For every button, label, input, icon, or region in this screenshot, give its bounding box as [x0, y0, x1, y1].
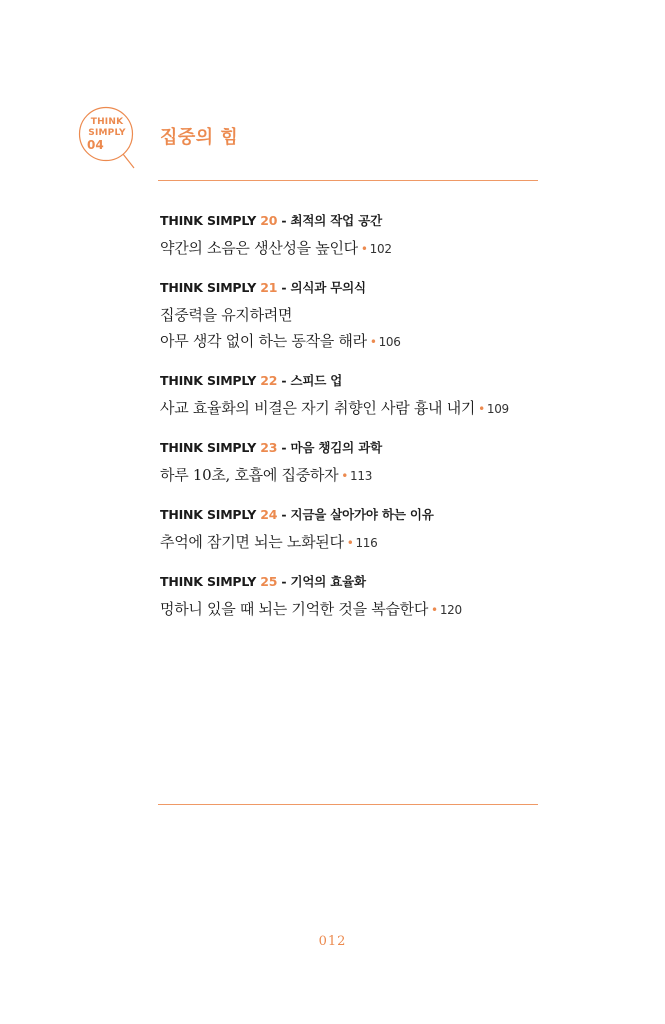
- entry-line: [160, 462, 550, 489]
- entry-subtitle: 지금을 살아가야 하는 이유: [290, 507, 434, 522]
- entry-body: [160, 302, 550, 355]
- entry-heading: [160, 279, 550, 297]
- entry-line-text: 추억에 잠기면 뇌는 노화된다: [160, 533, 344, 551]
- entry-page-number: 120: [439, 603, 462, 617]
- bullet-dot-icon: •: [478, 402, 485, 416]
- entry-label: THINK SIMPLY: [160, 373, 257, 388]
- entry-number: 20: [260, 213, 278, 228]
- entry-number: 22: [260, 373, 278, 388]
- badge-word-simply: SIMPLY: [88, 128, 126, 138]
- toc-entry[interactable]: [160, 279, 550, 355]
- entry-line: [160, 395, 550, 422]
- badge-number: 04: [87, 138, 104, 152]
- toc-entry[interactable]: [160, 212, 550, 262]
- entry-separator: -: [281, 280, 287, 295]
- entry-label: THINK SIMPLY: [160, 507, 257, 522]
- toc-entries: [160, 212, 550, 640]
- bottom-divider: [158, 804, 538, 805]
- entry-number: 21: [260, 280, 278, 295]
- entry-line: [160, 235, 550, 262]
- bullet-dot-icon: •: [360, 242, 368, 256]
- badge-word-think: THINK: [90, 117, 124, 127]
- entry-line-text: 사교 효율화의 비결은 자기 취향인 사람 흉내 내기: [160, 399, 476, 417]
- entry-separator: -: [281, 373, 287, 388]
- entry-subtitle: 최적의 작업 공간: [290, 213, 382, 228]
- entry-line: [160, 596, 550, 623]
- toc-entry[interactable]: [160, 439, 550, 489]
- entry-line-text: 약간의 소음은 생산성을 높인다: [160, 239, 358, 257]
- entry-separator: -: [281, 440, 287, 455]
- entry-heading: [160, 506, 550, 524]
- toc-entry[interactable]: [160, 506, 550, 556]
- entry-separator: -: [281, 574, 287, 589]
- entry-line-text: 아무 생각 없이 하는 동작을 해라: [160, 332, 367, 350]
- top-divider: [158, 180, 538, 181]
- entry-body: [160, 235, 550, 262]
- entry-body: [160, 462, 550, 489]
- entry-number: 24: [260, 507, 278, 522]
- entry-page-number: 106: [378, 335, 401, 349]
- bullet-dot-icon: •: [341, 469, 349, 483]
- entry-line-text: 집중력을 유지하려면: [160, 306, 293, 324]
- bullet-dot-icon: •: [369, 335, 377, 349]
- bullet-dot-icon: •: [346, 536, 354, 550]
- entry-line-text: 멍하니 있을 때 뇌는 기억한 것을 복습한다: [160, 600, 429, 618]
- entry-page-number: 109: [486, 402, 509, 416]
- entry-page-number: 102: [369, 242, 392, 256]
- entry-page-number: 116: [355, 536, 378, 550]
- entry-label: THINK SIMPLY: [160, 213, 257, 228]
- entry-subtitle: 의식과 무의식: [290, 280, 366, 295]
- chapter-badge: [77, 103, 139, 173]
- entry-separator: -: [281, 507, 287, 522]
- entry-number: 23: [260, 440, 278, 455]
- page-number: 012: [318, 934, 347, 949]
- entry-subtitle: 마음 챙김의 과학: [290, 440, 382, 455]
- toc-entry[interactable]: [160, 573, 550, 623]
- entry-separator: -: [281, 213, 287, 228]
- entry-page-number: 113: [350, 469, 373, 483]
- entry-body: [160, 529, 550, 556]
- toc-entry[interactable]: [160, 372, 550, 422]
- chapter-title: 집중의 힘: [160, 127, 239, 148]
- entry-heading: [160, 212, 550, 230]
- entry-line-text: 하루 10초, 호흡에 집중하자: [160, 466, 339, 484]
- entry-heading: [160, 439, 550, 457]
- entry-heading: [160, 573, 550, 591]
- entry-number: 25: [260, 574, 278, 589]
- entry-label: THINK SIMPLY: [160, 574, 257, 589]
- entry-heading: [160, 372, 550, 390]
- entry-subtitle: 기억의 효율화: [290, 574, 366, 589]
- entry-body: [160, 596, 550, 623]
- bullet-dot-icon: •: [431, 603, 438, 617]
- entry-label: THINK SIMPLY: [160, 440, 257, 455]
- entry-line: [160, 302, 550, 328]
- entry-label: THINK SIMPLY: [160, 280, 257, 295]
- entry-subtitle: 스피드 업: [290, 373, 343, 388]
- entry-line: [160, 529, 550, 556]
- entry-body: [160, 395, 550, 422]
- entry-line: [160, 328, 550, 355]
